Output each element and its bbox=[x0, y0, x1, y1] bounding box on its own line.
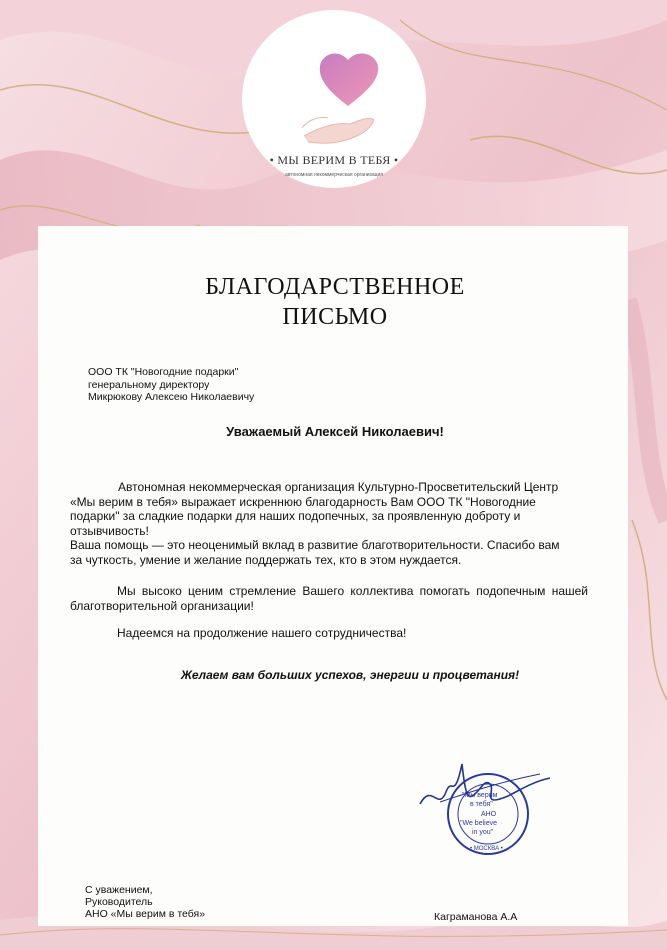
addressee-position: генеральному директору bbox=[88, 378, 210, 391]
letter-title bbox=[120, 272, 550, 332]
logo-org-subtitle: автономная некоммерческая организация bbox=[285, 172, 383, 178]
body-line-5: Ваша помощь — это неоценимый вклад в развитие благотворительности. Спасибо вам bbox=[70, 538, 560, 553]
stamp-text-4: "We believe bbox=[460, 820, 497, 827]
addressee-company: ООО ТК "Новогодние подарки" bbox=[88, 366, 239, 378]
body-line-3: подарки" за сладкие подарки для наших подопечных, за проявленную доброту и bbox=[70, 509, 521, 524]
body-paragraph-2: Мы высоко ценим стремление Вашего коллектива помогать подопечным нашей благотворительной организации! bbox=[70, 584, 588, 613]
stamp-ring-text: • МОСКВА • bbox=[470, 846, 503, 852]
stamp-text-2: в тебя" bbox=[470, 801, 493, 808]
title-line-1: БЛАГОДАРСТВЕННОЕ bbox=[205, 274, 465, 300]
greeting: Уважаемый Алексей Николаевич! bbox=[226, 424, 444, 439]
signature-line-1: С уважением, bbox=[85, 884, 153, 896]
title-line-2: ПИСЬМО bbox=[282, 304, 388, 330]
body-paragraph-3: Надеемся на продолжение нашего сотрудничества! bbox=[117, 626, 407, 640]
body-line-6: за чуткость, умение и желание поддержать тех, кто в этом нуждается. bbox=[70, 552, 462, 567]
body-line-2: «Мы верим в тебя» выражает искреннюю благодарность Вам ООО ТК "Новогодние bbox=[70, 494, 536, 509]
signer-name: Каграманова А.А bbox=[434, 911, 518, 923]
logo-org-name: • МЫ ВЕРИМ В ТЕБЯ • bbox=[269, 153, 399, 167]
signature-line-2: Руководитель bbox=[85, 896, 153, 908]
stamp-text-3: АНО bbox=[481, 811, 497, 818]
body-line-1: Автономная некоммерческая организация Культурно-Просветительский Центр bbox=[118, 480, 559, 494]
body-paragraph-1 bbox=[70, 480, 600, 568]
signature-line-3: АНО «Мы верим в тебя» bbox=[85, 908, 206, 920]
stamp-text-1: "Мы верим bbox=[462, 792, 498, 799]
addressee-person: Микрюкову Алексею Николаевичу bbox=[88, 391, 255, 403]
addressee-block bbox=[88, 366, 254, 404]
closing-wishes: Желаем вам больших успехов, энергии и процветания! bbox=[180, 668, 520, 682]
body-line-4: отзывчивость! bbox=[70, 523, 149, 538]
signature-block bbox=[85, 884, 205, 920]
stamp-text-5: in you" bbox=[472, 829, 494, 836]
